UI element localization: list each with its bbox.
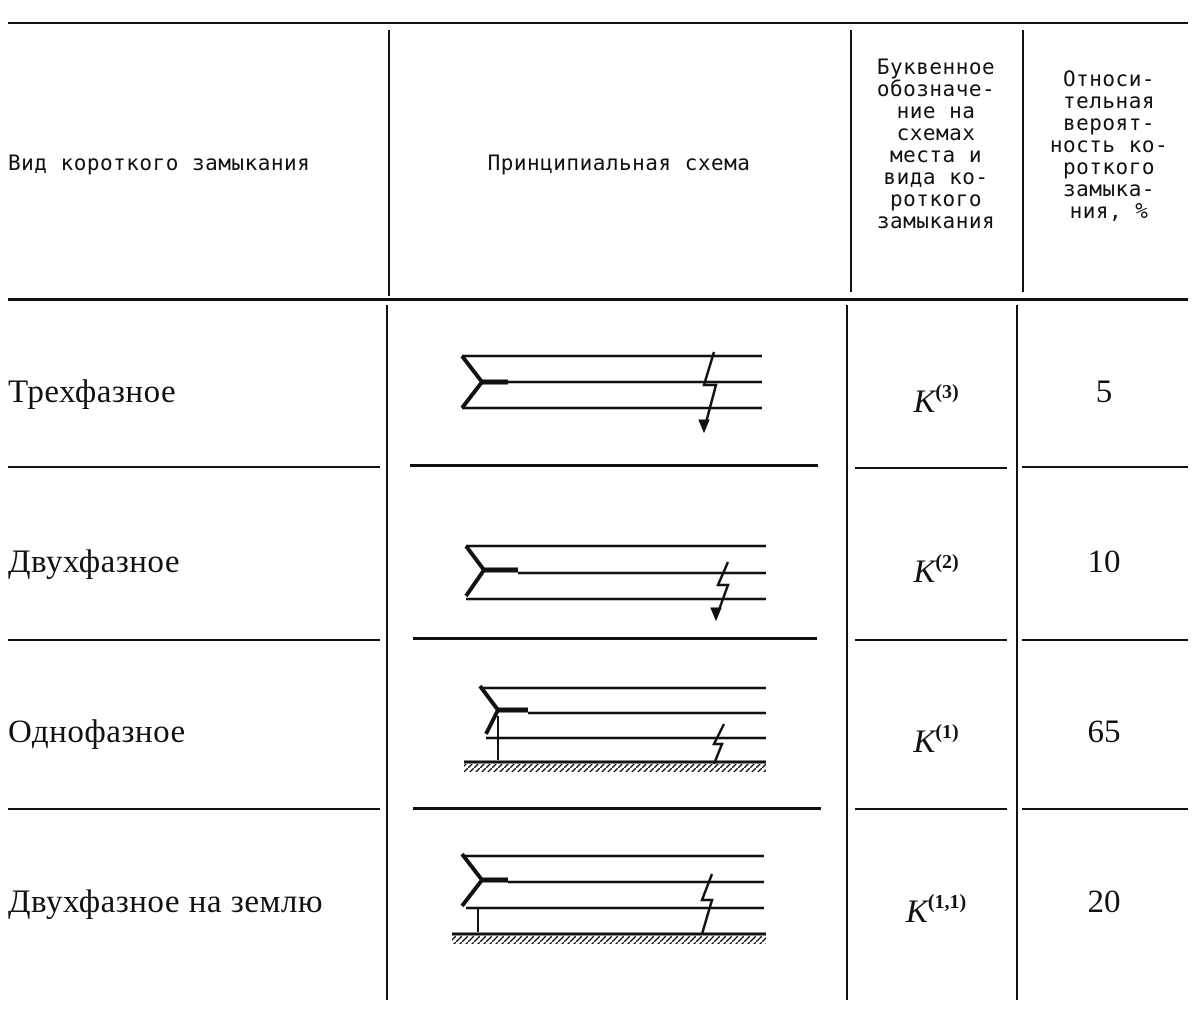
header-fault-type: Вид короткого замыкания [8, 151, 311, 175]
two-phase-fault-schematic [466, 546, 766, 620]
fault-probability: 10 [1087, 544, 1121, 580]
fault-code-superscript: (1,1) [927, 891, 967, 913]
fault-probability: 65 [1087, 714, 1121, 750]
fault-type-name: Двухфазное [8, 544, 180, 580]
fault-probability: 20 [1087, 884, 1121, 920]
fault-code-letter: K [905, 894, 928, 930]
fault-type-name: Трехфазное [8, 374, 177, 410]
fault-code-superscript: (3) [935, 381, 959, 403]
fault-code-letter: K [913, 724, 936, 760]
fault-code-superscript: (1) [935, 721, 959, 743]
fault-code-letter: K [913, 554, 936, 590]
fault-probability: 5 [1095, 374, 1113, 410]
single-phase-ground-fault-schematic [464, 686, 766, 772]
fault-code-letter: K [913, 384, 936, 420]
three-phase-fault-schematic [462, 352, 762, 432]
header-probability: Относи- тельная вероят- ность ко- роткого замыка- ния, % [1049, 67, 1169, 223]
header-schematic: Принципиальная схема [487, 151, 751, 175]
fault-type-name: Однофазное [8, 714, 186, 750]
fault-type-name: Двухфазное на землю [8, 884, 323, 920]
two-phase-ground-fault-schematic [452, 854, 766, 944]
header-letter-designation: Буквенное обозначе- ние на схемах места и вида ко- роткого замыкания [876, 55, 996, 233]
fault-code-superscript: (2) [935, 551, 959, 573]
